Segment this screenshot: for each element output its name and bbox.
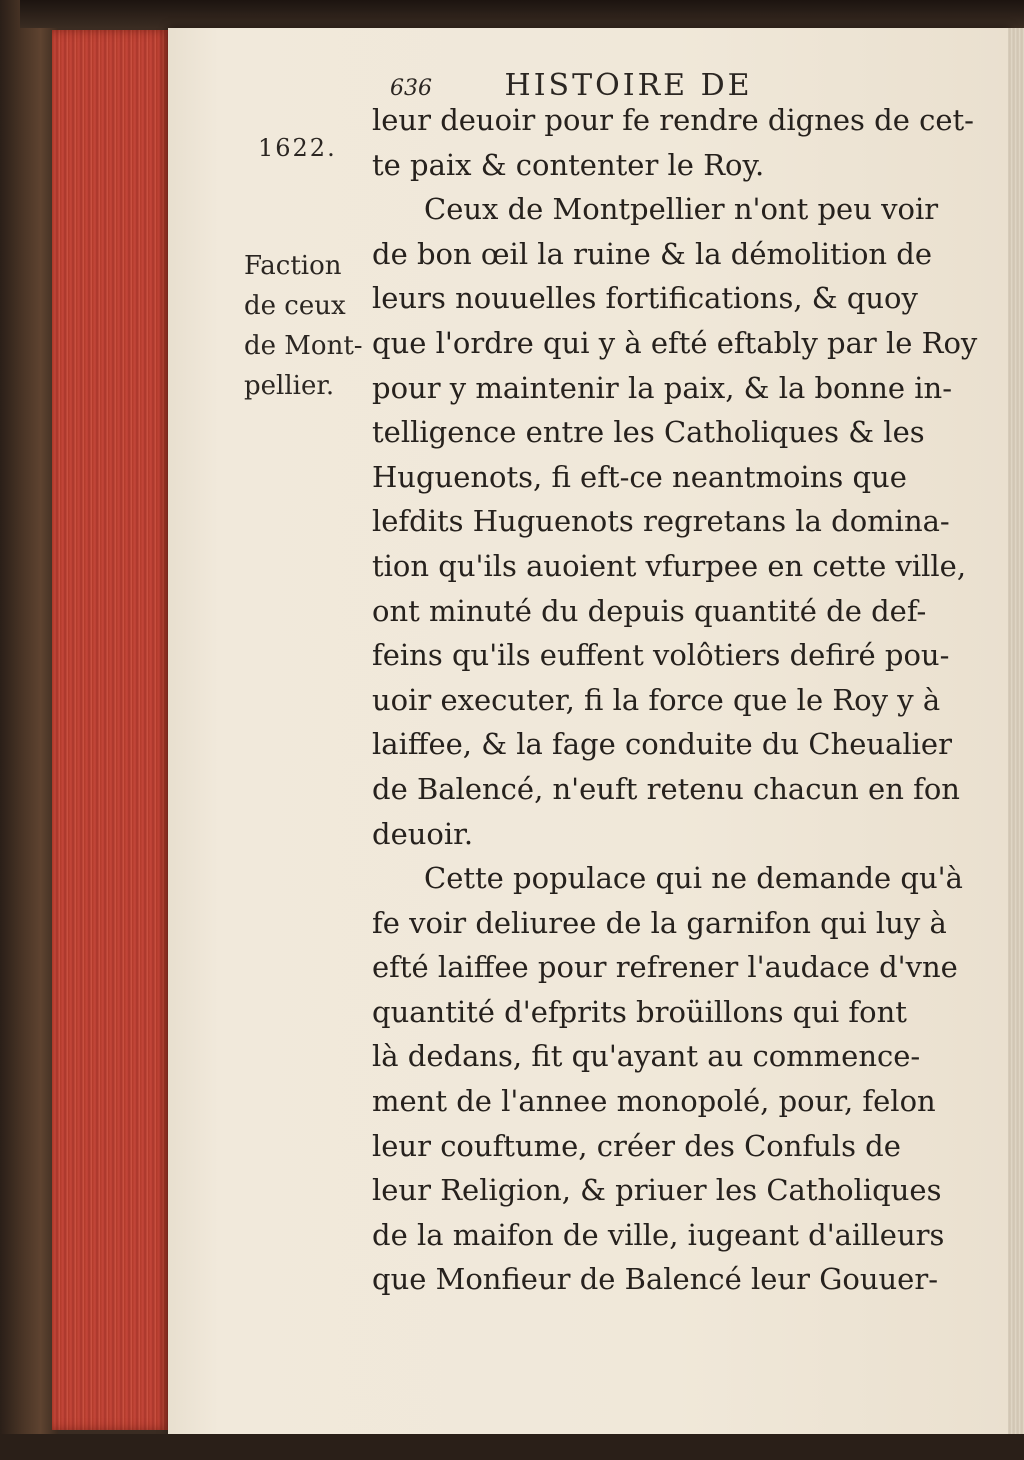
text-line: que l'ordre qui y à efté eftably par le Roy xyxy=(372,325,978,360)
text-line: de la maifon de ville, iugeant d'ailleurs xyxy=(372,1217,945,1252)
text-line: ont minuté du depuis quantité de def- xyxy=(372,593,927,628)
text-line: uoir executer, fi la force que le Roy y à xyxy=(372,682,941,717)
page-block-red-edge xyxy=(52,30,172,1430)
text-line: fe voir deliuree de la garnifon qui luy à xyxy=(372,905,947,940)
bottom-background xyxy=(0,1434,1024,1460)
text-line: de bon œil la ruine & la démolition de xyxy=(372,236,933,271)
body-text xyxy=(372,98,984,1302)
text-line: lefdits Huguenots regretans la domina- xyxy=(372,504,950,539)
text-line: leurs nouuelles fortifications, & quoy xyxy=(372,281,918,316)
text-line: leur deuoir pour fe rendre dignes de cet- xyxy=(372,103,974,137)
text-line: là dedans, fit qu'ayant au commence- xyxy=(372,1039,921,1074)
text-line: quantité d'efprits broüillons qui font xyxy=(372,994,907,1029)
text-line: ment de l'annee monopolé, pour, felon xyxy=(372,1084,936,1119)
book-cover-edge xyxy=(0,0,58,1460)
margin-note-line: de ceux xyxy=(244,291,346,321)
margin-year: 1622. xyxy=(258,134,337,162)
margin-note-line: Faction xyxy=(244,251,342,281)
page-right-edge xyxy=(1008,28,1024,1434)
text-line: laiffee, & la fage conduite du Cheualier xyxy=(372,727,952,762)
margin-note-line: pellier. xyxy=(244,371,335,401)
text-line: leur couftume, créer des Confuls de xyxy=(372,1128,901,1163)
text-line: leur Religion, & priuer les Catholiques xyxy=(372,1173,942,1208)
top-background xyxy=(20,0,1024,28)
running-title: HISTOIRE DE xyxy=(504,68,753,103)
text-line: Cette populace qui ne demande qu'à xyxy=(424,861,963,896)
text-line: deuoir. xyxy=(372,816,474,851)
text-line: efté laiffee pour refrener l'audace d'vne xyxy=(372,950,958,985)
text-line: tion qu'ils auoient vfurpee en cette ville, xyxy=(372,548,967,583)
text-line: que Monfieur de Balencé leur Gouuer- xyxy=(372,1262,938,1297)
margin-note xyxy=(244,246,384,406)
text-line: pour y maintenir la paix, & la bonne in- xyxy=(372,370,952,405)
text-line: feins qu'ils euffent volôtiers defiré pou- xyxy=(372,638,950,673)
text-line: de Balencé, n'euft retenu chacun en fon xyxy=(372,771,960,806)
text-line: Huguenots, fi eft-ce neantmoins que xyxy=(372,459,907,494)
text-line: Ceux de Montpellier n'ont peu voir xyxy=(424,192,939,227)
margin-note-line: de Mont- xyxy=(244,331,363,361)
text-line: te paix & contenter le Roy. xyxy=(372,147,765,182)
text-line: telligence entre les Catholiques & les xyxy=(372,415,925,450)
page-number: 636 xyxy=(390,76,432,101)
